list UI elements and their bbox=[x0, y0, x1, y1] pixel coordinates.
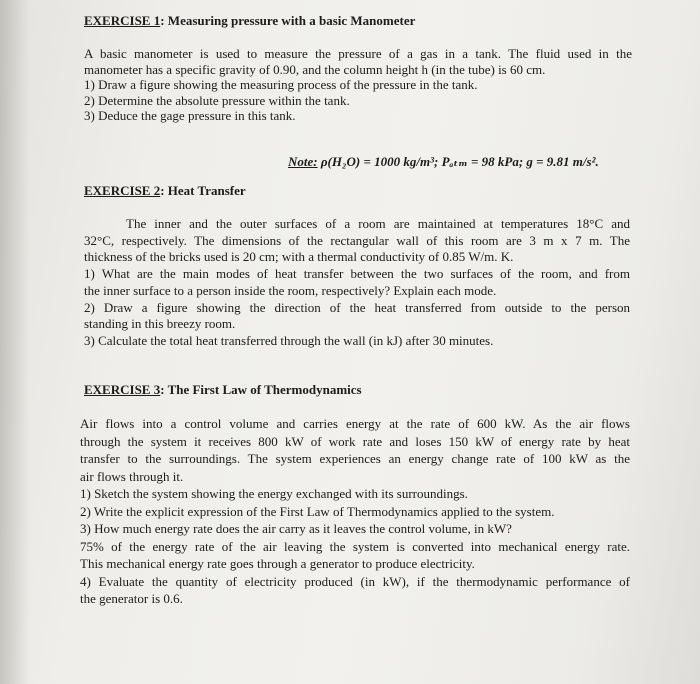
exercise3-line: 4) Evaluate the quantity of electricity produced (in kW), if the thermodynamic performance of bbox=[80, 573, 630, 589]
exercise1-line: 2) Determine the absolute pressure within the tank. bbox=[84, 92, 350, 108]
exercise1-heading bbox=[84, 13, 415, 29]
exercise1-line: 3) Deduce the gage pressure in this tank. bbox=[84, 108, 296, 124]
exercise3-line: 75% of the energy rate of the air leaving the system is converted into mechanical energy rate. bbox=[80, 538, 630, 554]
exercise2-line: 1) What are the main modes of heat transfer between the two surfaces of the room, and from bbox=[84, 266, 630, 282]
exercise1-line: 1) Draw a figure showing the measuring process of the pressure in the tank. bbox=[84, 77, 478, 93]
exercise1-body bbox=[84, 46, 632, 124]
exercise1-number: EXERCISE 1 bbox=[84, 13, 161, 28]
exercise2-line: 3) Calculate the total heat transferred through the wall (in kJ) after 30 minutes. bbox=[84, 332, 494, 348]
exercise3-title: : The First Law of Thermodynamics bbox=[160, 382, 362, 397]
exercise1-title: : Measuring pressure with a basic Manometer bbox=[160, 13, 416, 28]
exercise2-line: thickness of the bricks used is 20 cm; with a thermal conductivity of 0.85 W/m. K. bbox=[84, 249, 514, 265]
exercise3-line: through the system it receives 800 kW of work rate and loses 150 kW of energy rate by heat bbox=[80, 433, 630, 449]
exercise1-line: manometer has a specific gravity of 0.90, and the column height h (in the tube) is 60 cm. bbox=[84, 61, 546, 77]
exercise3-line: 3) How much energy rate does the air carry as it leaves the control volume, in kW? bbox=[80, 521, 512, 536]
exercise2-title: : Heat Transfer bbox=[160, 183, 246, 198]
exercise2-number: EXERCISE 2 bbox=[84, 183, 161, 198]
exercise3-line: air flows through it. bbox=[80, 468, 184, 484]
exercise3-line: transfer to the surroundings. The system experiences an energy change rate of 100 kW as the bbox=[80, 451, 630, 466]
exercise3-line: the generator is 0.6. bbox=[80, 591, 183, 606]
note-label: Note: bbox=[288, 154, 318, 169]
exercise3-number: EXERCISE 3 bbox=[84, 382, 161, 397]
exercise2-line: 2) Draw a figure showing the direction of the heat transferred from outside to the person bbox=[84, 299, 630, 315]
exercise3-line: This mechanical energy rate goes through a generator to produce electricity. bbox=[80, 556, 475, 571]
exercise3-line: Air flows into a control volume and carries energy at the rate of 600 kW. As the air flows bbox=[80, 416, 630, 431]
exercise3-line: 1) Sketch the system showing the energy exchanged with its surroundings. bbox=[80, 486, 468, 501]
exercise2-line: 32°C, respectively. The dimensions of the rectangular wall of this room are 3 m x 7 m. The bbox=[84, 232, 630, 248]
exercise2-heading bbox=[84, 183, 246, 199]
exercise3-body bbox=[80, 415, 630, 608]
exercise1-line: A basic manometer is used to measure the pressure of a gas in a tank. The fluid used in the bbox=[84, 46, 632, 61]
exercise1-note bbox=[288, 154, 599, 170]
exercise2-line: The inner and the outer surfaces of a room are maintained at temperatures 18°C and bbox=[126, 216, 630, 231]
note-text: ρ(H₂O) = 1000 kg/m³; Pₐₜₘ = 98 kPa; g = 9.81 m/s². bbox=[317, 154, 599, 169]
exercise2-line: the inner surface to a person inside the room, respectively? Explain each mode. bbox=[84, 282, 497, 298]
exercise2-body bbox=[84, 216, 630, 350]
exercise2-line: standing in this breezy room. bbox=[84, 316, 236, 332]
exercise3-heading bbox=[84, 382, 362, 398]
exercise3-line: 2) Write the explicit expression of the First Law of Thermodynamics applied to the system. bbox=[80, 503, 555, 519]
